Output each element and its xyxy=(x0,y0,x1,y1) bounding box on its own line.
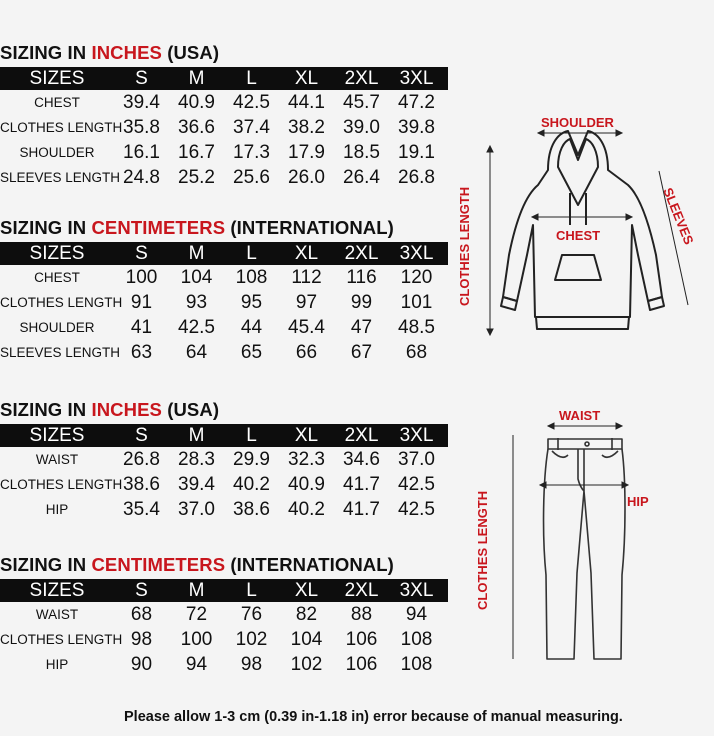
table-cell: 104 xyxy=(290,628,323,650)
table-cell: 32.3 xyxy=(288,448,325,470)
table-cell: 100 xyxy=(125,266,158,288)
table-cell: 36.6 xyxy=(178,116,215,138)
table-cell: 26.4 xyxy=(343,166,380,188)
table-cell: 116 xyxy=(346,266,377,288)
table-row xyxy=(0,652,448,677)
section-title-tops-cm xyxy=(0,217,394,239)
table-cell: 26.8 xyxy=(398,166,435,188)
table-cell: 98 xyxy=(130,628,153,650)
table-cell: 106 xyxy=(345,628,378,650)
table-cell: 38.6 xyxy=(233,498,270,520)
row-label: HIP xyxy=(45,657,69,672)
table-row xyxy=(0,602,448,627)
table-cell: 45.4 xyxy=(288,316,325,338)
table-cell: 76 xyxy=(240,603,263,625)
size-header: 3XL xyxy=(399,67,434,89)
table-cell: 37.4 xyxy=(233,116,270,138)
table-cell: 108 xyxy=(400,653,433,675)
table-cell: 42.5 xyxy=(233,91,270,113)
table-cell: 39.4 xyxy=(178,473,215,495)
hoodie-diagram xyxy=(450,105,714,350)
table-row xyxy=(0,290,448,315)
table-cell: 91 xyxy=(130,291,153,313)
table-header xyxy=(0,424,448,447)
row-label: CHEST xyxy=(34,95,80,110)
size-header: 2XL xyxy=(344,579,379,601)
title-suffix: (INTERNATIONAL) xyxy=(225,217,394,238)
row-label: SHOULDER xyxy=(19,320,95,335)
size-header: S xyxy=(135,67,148,89)
size-header: XL xyxy=(294,242,319,264)
table-cell: 42.5 xyxy=(398,473,435,495)
table-cell: 108 xyxy=(235,266,268,288)
size-header: 3XL xyxy=(399,424,434,446)
table-cell: 44 xyxy=(240,316,263,338)
table-cell: 68 xyxy=(130,603,153,625)
table-cell: 47.2 xyxy=(398,91,435,113)
table-cell: 90 xyxy=(130,653,153,675)
table-row xyxy=(0,140,448,165)
table-cell: 38.6 xyxy=(123,473,160,495)
table-cell: 82 xyxy=(295,603,318,625)
pants-diagram xyxy=(470,405,670,665)
table-cell: 16.1 xyxy=(123,141,160,163)
table-row xyxy=(0,340,448,365)
waist-label: WAIST xyxy=(559,408,601,423)
size-header: S xyxy=(135,424,148,446)
table-cell: 101 xyxy=(400,291,433,313)
title-unit: CENTIMETERS xyxy=(91,554,226,575)
size-header: S xyxy=(135,242,148,264)
size-table-tops-cm xyxy=(0,242,448,365)
sizes-header: SIZES xyxy=(29,579,85,601)
shoulder-label: SHOULDER xyxy=(541,115,614,130)
table-cell: 68 xyxy=(405,341,428,363)
table-cell: 93 xyxy=(185,291,208,313)
table-header xyxy=(0,67,448,90)
title-unit: INCHES xyxy=(91,399,162,420)
pants-icon xyxy=(544,438,625,659)
table-cell: 66 xyxy=(295,341,318,363)
size-header: L xyxy=(246,242,257,264)
size-header: 2XL xyxy=(344,424,379,446)
row-label: CLOTHES LENGTH xyxy=(0,477,123,492)
table-cell: 95 xyxy=(240,291,263,313)
sizes-header: SIZES xyxy=(29,242,85,264)
row-label: SLEEVES LENGTH xyxy=(0,345,121,360)
title-prefix: SIZING IN xyxy=(0,42,92,63)
title-suffix: (USA) xyxy=(161,399,220,420)
table-cell: 102 xyxy=(235,628,268,650)
size-header: S xyxy=(135,579,148,601)
row-label: WAIST xyxy=(35,607,79,622)
table-cell: 104 xyxy=(180,266,213,288)
table-cell: 26.0 xyxy=(288,166,325,188)
title-prefix: SIZING IN xyxy=(0,554,92,575)
size-header: XL xyxy=(294,579,319,601)
table-row xyxy=(0,165,448,190)
section-title-pants-cm xyxy=(0,554,394,576)
table-cell: 39.4 xyxy=(123,91,160,113)
table-row xyxy=(0,90,448,115)
size-header: M xyxy=(188,67,205,89)
table-cell: 45.7 xyxy=(343,91,380,113)
table-cell: 48.5 xyxy=(398,316,435,338)
table-cell: 18.5 xyxy=(343,141,380,163)
title-unit: INCHES xyxy=(91,42,162,63)
size-header: M xyxy=(188,579,205,601)
measurement-note: Please allow 1-3 cm (0.39 in-1.18 in) error because of manual measuring. xyxy=(124,709,623,725)
row-label: CLOTHES LENGTH xyxy=(0,632,123,647)
row-label: CHEST xyxy=(34,270,80,285)
size-header: M xyxy=(188,424,205,446)
table-cell: 35.4 xyxy=(123,498,160,520)
table-cell: 42.5 xyxy=(398,498,435,520)
chest-label: CHEST xyxy=(556,228,601,243)
size-header: 3XL xyxy=(399,579,434,601)
table-cell: 19.1 xyxy=(398,141,435,163)
table-header xyxy=(0,242,448,265)
row-label: CLOTHES LENGTH xyxy=(0,120,123,135)
size-header: M xyxy=(188,242,205,264)
table-cell: 98 xyxy=(240,653,263,675)
table-cell: 64 xyxy=(185,341,208,363)
table-cell: 35.8 xyxy=(123,116,160,138)
table-cell: 17.3 xyxy=(233,141,270,163)
table-cell: 97 xyxy=(295,291,318,313)
table-cell: 24.8 xyxy=(123,166,160,188)
table-row xyxy=(0,627,448,652)
table-header xyxy=(0,579,448,602)
table-cell: 47 xyxy=(350,316,373,338)
pants-clothes-length-label: CLOTHES LENGTH xyxy=(475,490,490,610)
table-cell: 38.2 xyxy=(288,116,325,138)
table-cell: 94 xyxy=(405,603,428,625)
table-cell: 17.9 xyxy=(288,141,325,163)
table-row xyxy=(0,115,448,140)
table-cell: 106 xyxy=(345,653,378,675)
table-cell: 72 xyxy=(185,603,208,625)
size-header: L xyxy=(246,579,257,601)
row-label: SLEEVES LENGTH xyxy=(0,170,121,185)
title-prefix: SIZING IN xyxy=(0,399,92,420)
table-cell: 120 xyxy=(400,266,433,288)
hip-label: HIP xyxy=(627,494,649,509)
table-cell: 39.8 xyxy=(398,116,435,138)
section-title-tops-inches xyxy=(0,42,219,64)
table-cell: 41.7 xyxy=(343,498,380,520)
size-header: 2XL xyxy=(344,67,379,89)
table-cell: 37.0 xyxy=(178,498,215,520)
table-cell: 41 xyxy=(130,316,153,338)
table-row xyxy=(0,497,448,522)
table-cell: 39.0 xyxy=(343,116,380,138)
table-cell: 29.9 xyxy=(233,448,270,470)
table-cell: 41.7 xyxy=(343,473,380,495)
table-cell: 94 xyxy=(185,653,208,675)
row-label: WAIST xyxy=(35,452,79,467)
table-cell: 99 xyxy=(350,291,373,313)
row-label: SHOULDER xyxy=(19,145,95,160)
table-row xyxy=(0,447,448,472)
table-cell: 26.8 xyxy=(123,448,160,470)
table-cell: 28.3 xyxy=(178,448,215,470)
table-cell: 44.1 xyxy=(288,91,325,113)
table-cell: 25.2 xyxy=(178,166,215,188)
sizes-header: SIZES xyxy=(29,424,85,446)
row-label: CLOTHES LENGTH xyxy=(0,295,123,310)
table-cell: 108 xyxy=(400,628,433,650)
table-cell: 40.9 xyxy=(178,91,215,113)
table-cell: 37.0 xyxy=(398,448,435,470)
title-suffix: (USA) xyxy=(161,42,220,63)
size-header: L xyxy=(246,424,257,446)
size-table-tops-inches xyxy=(0,67,448,190)
size-table-pants-cm xyxy=(0,579,448,677)
table-cell: 65 xyxy=(240,341,263,363)
clothes-length-label: CLOTHES LENGTH xyxy=(457,186,472,306)
sizes-header: SIZES xyxy=(29,67,85,89)
table-cell: 40.9 xyxy=(288,473,325,495)
row-label: HIP xyxy=(45,502,69,517)
title-prefix: SIZING IN xyxy=(0,217,92,238)
title-unit: CENTIMETERS xyxy=(91,217,226,238)
table-cell: 88 xyxy=(350,603,373,625)
table-cell: 34.6 xyxy=(343,448,380,470)
table-cell: 100 xyxy=(180,628,213,650)
table-row xyxy=(0,472,448,497)
table-cell: 112 xyxy=(291,266,322,288)
size-header: 3XL xyxy=(399,242,434,264)
table-cell: 16.7 xyxy=(178,141,215,163)
table-cell: 63 xyxy=(130,341,153,363)
size-table-pants-inches xyxy=(0,424,448,522)
table-row xyxy=(0,265,448,290)
size-header: 2XL xyxy=(344,242,379,264)
table-cell: 67 xyxy=(350,341,373,363)
table-cell: 40.2 xyxy=(288,498,325,520)
section-title-pants-inches xyxy=(0,399,219,421)
table-cell: 102 xyxy=(290,653,323,675)
table-cell: 40.2 xyxy=(233,473,270,495)
table-cell: 42.5 xyxy=(178,316,215,338)
sleeves-label: SLEEVES xyxy=(660,185,697,247)
size-header: L xyxy=(246,67,257,89)
size-header: XL xyxy=(294,67,319,89)
size-header: XL xyxy=(294,424,319,446)
title-suffix: (INTERNATIONAL) xyxy=(225,554,394,575)
table-row xyxy=(0,315,448,340)
pants-measure-lines xyxy=(513,423,628,659)
table-cell: 25.6 xyxy=(233,166,270,188)
